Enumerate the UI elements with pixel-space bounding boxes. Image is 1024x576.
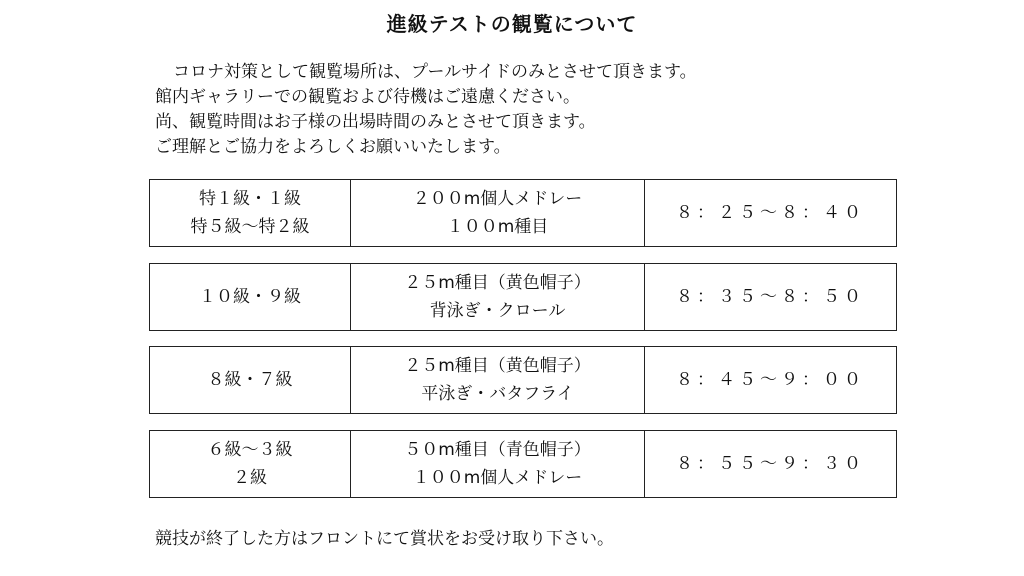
event-text: ２５m種目（黄色帽子） (404, 356, 591, 376)
event-cell (351, 347, 645, 414)
event-text: 背泳ぎ・クロール (429, 301, 566, 321)
schedule-table-1 (149, 179, 897, 247)
event-cell (351, 180, 645, 247)
table-row (150, 431, 897, 498)
event-text: 平泳ぎ・バタフライ (421, 384, 574, 404)
grade-cell (150, 180, 351, 247)
event-text: ２５m種目（黄色帽子） (404, 273, 591, 293)
event-text: ５０m種目（青色帽子） (404, 440, 591, 460)
time-cell: ８：３５～８：５０ (645, 264, 897, 331)
event-text: ２００m個人メドレー (412, 189, 583, 209)
table-row (150, 180, 897, 247)
grade-text: ２級 (233, 468, 267, 488)
grade-text: ６級～３級 (207, 440, 293, 460)
grade-text: ８級・７級 (207, 370, 293, 390)
grade-text: １０級・９級 (199, 287, 301, 307)
event-text: １００m種目 (446, 217, 549, 237)
event-text: １００m個人メドレー (412, 468, 583, 488)
intro-line: 館内ギャラリーでの観覧および待機はご遠慮ください。 (155, 87, 580, 107)
schedule-table-4 (149, 430, 897, 498)
event-cell (351, 431, 645, 498)
table-row (150, 347, 897, 414)
schedule-table-3 (149, 346, 897, 414)
event-cell (351, 264, 645, 331)
time-cell: ８：５５～９：３０ (645, 431, 897, 498)
schedule-table-2 (149, 263, 897, 331)
grade-cell (150, 431, 351, 498)
intro-line: ご理解とご協力をよろしくお願いいたします。 (155, 137, 511, 157)
grade-cell (150, 347, 351, 414)
grade-text: 特１級・１級 (199, 189, 301, 209)
table-row (150, 264, 897, 331)
intro-text (155, 60, 935, 160)
grade-cell (150, 264, 351, 331)
grade-text: 特５級～特２級 (190, 217, 310, 237)
intro-line: 尚、観覧時間はお子様の出場時間のみとさせて頂きます。 (155, 112, 596, 132)
intro-line: コロナ対策として観覧場所は、プールサイドのみとさせて頂きます。 (173, 62, 697, 82)
footer-note: 競技が終了した方はフロントにて賞状をお受け取り下さい。 (155, 529, 614, 549)
page-title: 進級テストの観覧について (386, 12, 638, 36)
time-cell: ８：２５～８：４０ (645, 180, 897, 247)
time-cell: ８：４５～９：００ (645, 347, 897, 414)
